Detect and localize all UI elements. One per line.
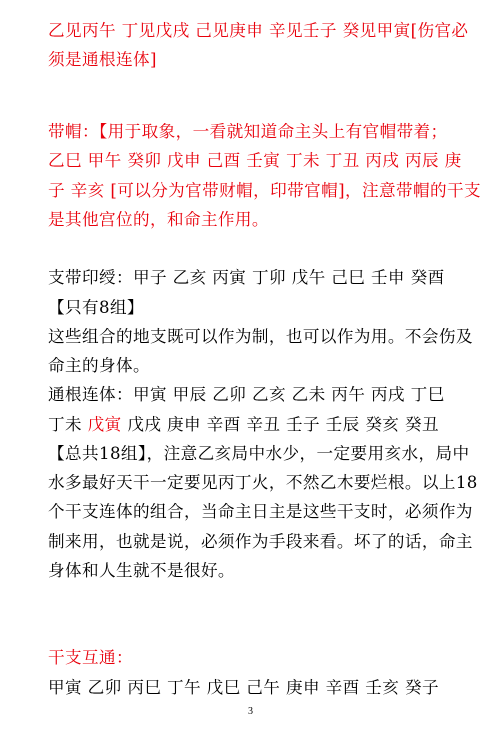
paragraph-ganzhi-hutong-line-1: 甲寅 乙卯 丙巳 丁午 戊巳 己午 庚申 辛酉 壬亥 癸子 xyxy=(48,678,439,697)
paragraph-daimao-line-3: 子 辛亥 [可以分为官带财帽，印带官帽]，注意带帽的干支 xyxy=(48,181,481,200)
paragraph-tonggen-line-1: 通根连体：甲寅 甲辰 乙卯 乙亥 乙未 丙午 丙戌 丁巳 xyxy=(48,385,445,404)
paragraph-tonggen-line-3: 【总共18组】，注意乙亥局中水少，一定要用亥水，局中 xyxy=(48,444,470,463)
paragraph-shangguan-line-1: 乙见丙午 丁见戊戌 己见庚申 辛见壬子 癸见甲寅[伤官必 xyxy=(48,21,469,40)
paragraph-tonggen-line-7: 身体和人生就不是很好。 xyxy=(48,561,235,580)
highlighted-wuyin: 戊寅 xyxy=(87,415,122,434)
paragraph-shangguan-line-2: 须是通根连体] xyxy=(48,50,157,69)
paragraph-tonggen-line-5: 个干支连体的组合，当命主日主是这些干支时，必须作为 xyxy=(48,502,473,521)
paragraph-zhidaiyinshou-line-1: 支带印绶：甲子 乙亥 丙寅 丁卯 戊午 己巳 壬申 癸酉 xyxy=(48,268,445,287)
section-heading-ganzhi-hutong: 干支互通： xyxy=(48,648,133,667)
paragraph-zhidaiyinshou-line-2: 【只有8组】 xyxy=(48,298,144,317)
paragraph-tonggen-line-6: 制来用，也就是说，必须作为手段来看。坏了的话，命主 xyxy=(48,532,473,551)
paragraph-zhidaiyinshou-line-4: 命主的身体。 xyxy=(48,356,150,375)
paragraph-tonggen-line-2 xyxy=(48,415,439,435)
paragraph-daimao-line-1: 带帽：【用于取象，一看就知道命主头上有官帽带着； xyxy=(48,122,448,141)
paragraph-daimao-line-4: 是其他宫位的，和命主作用。 xyxy=(48,210,269,229)
tonggen-line-2-part-a: 丁未 xyxy=(48,415,88,434)
page-number: 3 xyxy=(248,706,253,717)
paragraph-zhidaiyinshou-line-3: 这些组合的地支既可以作为制，也可以作为用。不会伤及 xyxy=(48,327,473,346)
paragraph-daimao-line-2: 乙巳 甲午 癸卯 戊申 己酉 壬寅 丁未 丁丑 丙戌 丙辰 庚 xyxy=(48,151,462,170)
paragraph-tonggen-line-4: 水多最好天干一定要见丙丁火，不然乙木要烂根。以上18 xyxy=(48,473,478,492)
tonggen-line-2-part-b: 戊戌 庚申 辛酉 辛丑 壬子 壬辰 癸亥 癸丑 xyxy=(121,415,439,434)
